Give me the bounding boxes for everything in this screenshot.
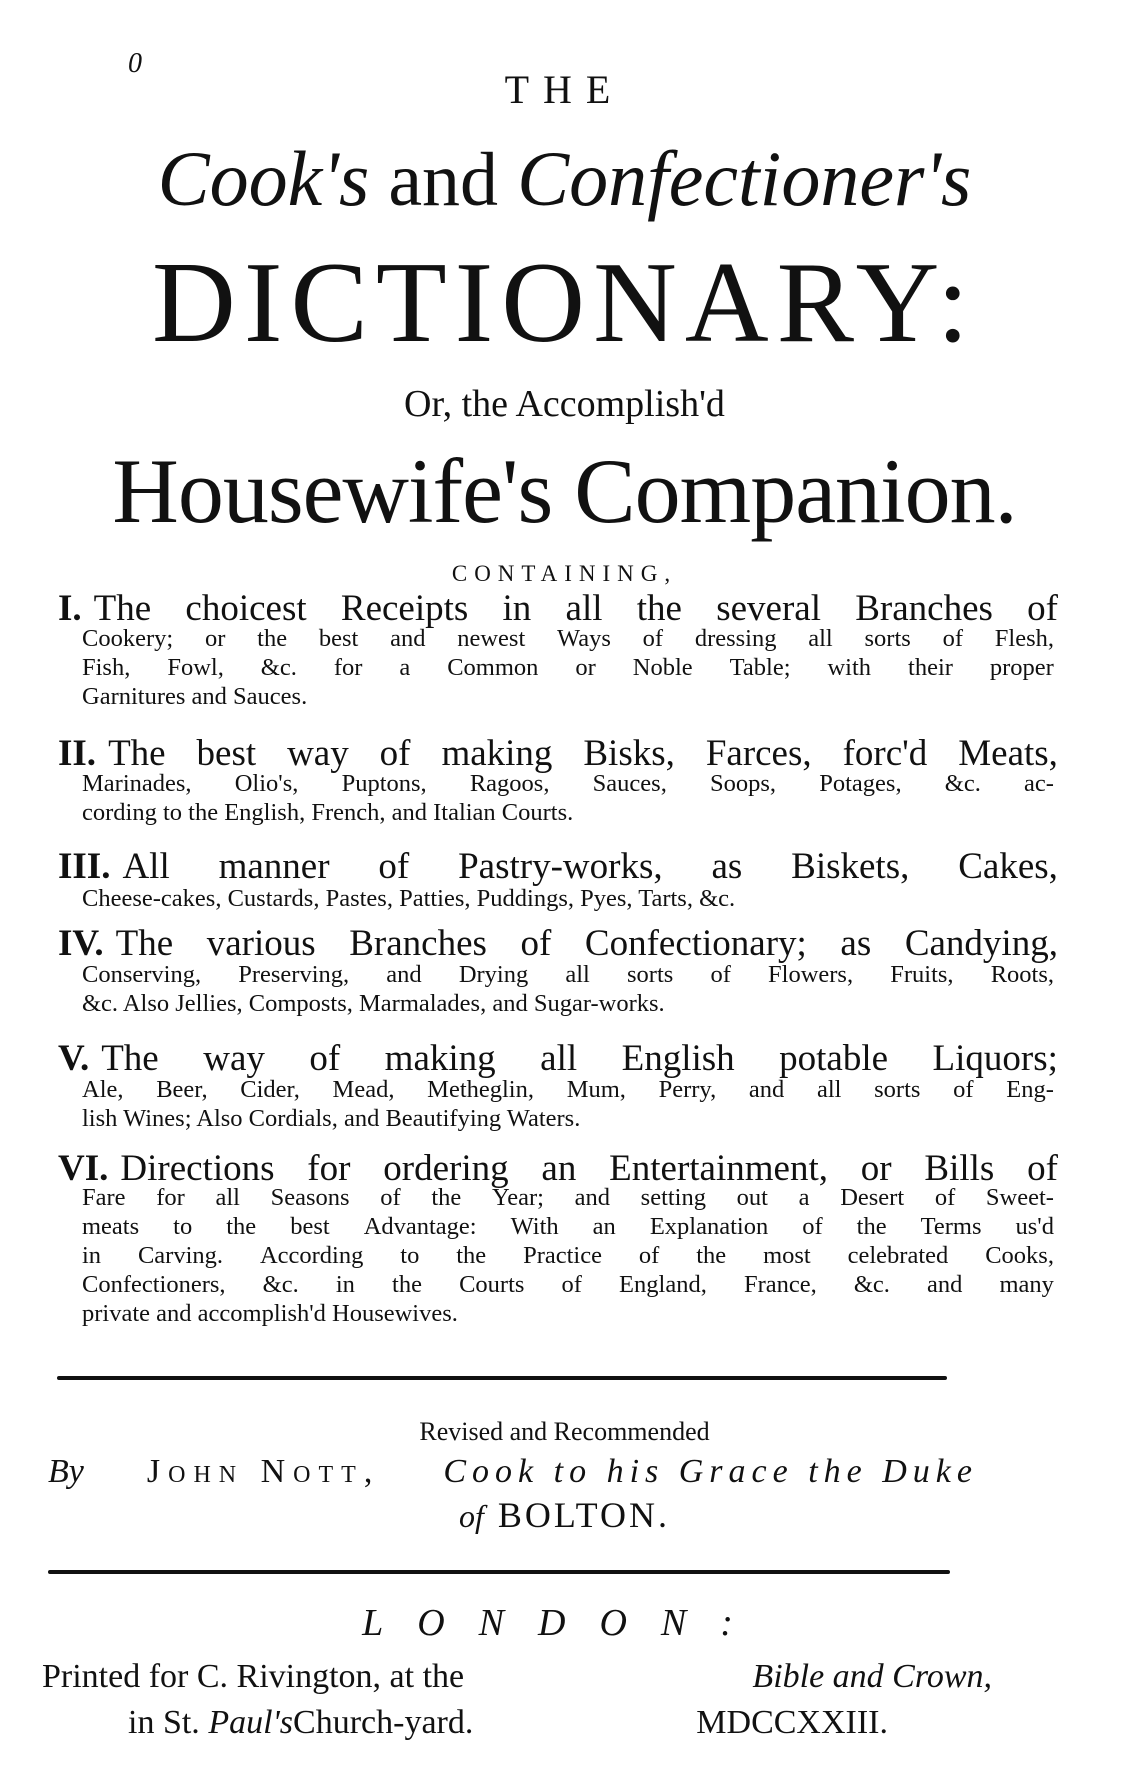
word: Mum,	[566, 1076, 626, 1103]
word: of	[561, 1271, 582, 1298]
title-companion: Housewife's Companion.	[112, 440, 1017, 542]
word: in	[335, 1271, 355, 1298]
subtitle-and: and	[388, 138, 499, 222]
section-line	[82, 1244, 1054, 1269]
word: newest	[457, 625, 526, 652]
word: of	[638, 1242, 660, 1269]
author-name: John Nott,	[146, 1453, 381, 1490]
word: Eng-	[1006, 1076, 1054, 1103]
byline-by: By	[48, 1453, 84, 1490]
word: The	[115, 923, 174, 964]
word: Ragoos,	[469, 770, 550, 797]
word: &c.	[853, 1271, 890, 1298]
word: English	[621, 1038, 735, 1079]
word: as	[840, 923, 872, 964]
word: Year;	[491, 1184, 544, 1211]
word: to	[400, 1242, 420, 1269]
word: celebrated	[847, 1242, 949, 1269]
word: &c.	[944, 770, 981, 797]
word: potable	[779, 1038, 889, 1079]
author-byline	[48, 1455, 978, 1489]
subtitle-cooks: Cook's	[157, 135, 370, 222]
word: way	[203, 1038, 265, 1079]
word: many	[999, 1271, 1054, 1298]
word: of	[520, 923, 552, 964]
section-numeral: IV.	[58, 923, 104, 964]
section-line: Garnitures and Sauces.	[82, 683, 308, 710]
section-heading-text	[116, 925, 1058, 962]
bolton: BOLTON.	[497, 1495, 670, 1535]
word: or	[204, 625, 226, 652]
word: of	[1027, 588, 1058, 629]
word: Branches	[349, 923, 487, 964]
word: way	[287, 733, 349, 774]
word: Metheglin,	[427, 1076, 534, 1103]
word: sorts	[627, 961, 674, 988]
word: as	[711, 846, 743, 887]
word: &c.	[260, 654, 297, 681]
section-numeral: VI.	[58, 1148, 109, 1189]
word: the	[257, 625, 288, 652]
section-heading-text	[94, 590, 1058, 627]
word: of	[942, 625, 963, 652]
word: a	[399, 654, 411, 681]
word: manner	[218, 846, 330, 887]
title-main: DICTIONARY:	[152, 239, 977, 367]
word: of	[378, 846, 410, 887]
word: the	[431, 1184, 462, 1211]
word: England,	[619, 1271, 707, 1298]
word: or	[860, 1148, 892, 1189]
word: the	[856, 1213, 887, 1240]
word: of	[802, 1213, 823, 1240]
word: Seasons	[270, 1184, 350, 1211]
word: best	[290, 1213, 330, 1240]
word: and	[390, 625, 426, 652]
word: sorts	[864, 625, 911, 652]
word: Perry,	[658, 1076, 717, 1103]
section-heading	[58, 1150, 1058, 1187]
section-line: private and accomplish'd Housewives.	[82, 1300, 458, 1327]
word: us'd	[1015, 1213, 1054, 1240]
section-numeral: I.	[58, 588, 82, 629]
title-the: THE	[504, 67, 625, 112]
word: all	[565, 961, 590, 988]
section-line	[82, 1273, 1054, 1298]
word: Candying,	[904, 923, 1058, 964]
word: the	[696, 1242, 727, 1269]
word: The	[108, 733, 166, 774]
word: a	[798, 1184, 810, 1211]
section-line: Cheese-cakes, Custards, Pastes, Patties, Puddings, Pyes, Tarts, &c.	[82, 885, 736, 912]
imprint-printer	[42, 1660, 992, 1694]
section-heading-text	[101, 1040, 1058, 1077]
section-heading	[58, 848, 1058, 885]
section-heading	[58, 590, 1058, 627]
word: for	[307, 1148, 351, 1189]
word: Conserving,	[82, 961, 202, 988]
address-pauls: Paul's	[208, 1704, 294, 1741]
word: of	[710, 961, 731, 988]
author-place	[0, 1497, 1129, 1533]
word: and	[748, 1076, 785, 1103]
word: setting	[640, 1184, 706, 1211]
word: dressing	[694, 625, 777, 652]
address-post: Church-yard.	[293, 1704, 474, 1741]
word: and	[574, 1184, 610, 1211]
word: the	[456, 1242, 487, 1269]
word: with	[827, 654, 872, 681]
word: Common	[447, 654, 539, 681]
section-line	[82, 627, 1054, 652]
word: Beer,	[156, 1076, 208, 1103]
title-subtitle	[0, 135, 1129, 222]
word: Branches	[855, 588, 993, 629]
word: choicest	[185, 588, 307, 629]
word: Confectionary;	[584, 923, 807, 964]
word: Desert	[840, 1184, 905, 1211]
word: the	[636, 588, 682, 629]
word: proper	[989, 654, 1054, 681]
word: Cookery;	[82, 625, 174, 652]
printed-for: Printed for C. Rivington, at the	[42, 1658, 465, 1695]
word: Liquors;	[932, 1038, 1058, 1079]
imprint-year: MDCCXXIII.	[696, 1704, 888, 1741]
word: Roots,	[990, 961, 1054, 988]
word: most	[763, 1242, 811, 1269]
address-pre: in St.	[128, 1704, 200, 1741]
word: Flesh,	[994, 625, 1054, 652]
section-line: &c. Also Jellies, Composts, Marmalades, and Sugar-works.	[82, 990, 665, 1017]
section-line	[82, 1215, 1054, 1240]
word: the	[226, 1213, 257, 1240]
word: for	[156, 1184, 185, 1211]
word: Potages,	[819, 770, 902, 797]
word: best	[318, 625, 359, 652]
section-line: cording to the English, French, and Italian Courts.	[82, 799, 574, 826]
section-numeral: V.	[58, 1038, 90, 1079]
divider-rule-bottom	[48, 1570, 950, 1574]
word: of	[953, 1076, 974, 1103]
word: Sauces,	[592, 770, 667, 797]
word: Advantage:	[363, 1213, 477, 1240]
word: Preserving,	[238, 961, 350, 988]
word: Meats,	[958, 733, 1058, 774]
word: their	[908, 654, 953, 681]
word: an	[541, 1148, 577, 1189]
word: all	[215, 1184, 240, 1211]
word: France,	[743, 1271, 817, 1298]
section-heading	[58, 925, 1058, 962]
word: all	[808, 625, 833, 652]
word: Puptons,	[341, 770, 427, 797]
word: Noble	[632, 654, 693, 681]
word: Entertainment,	[609, 1148, 828, 1189]
word: Cooks,	[985, 1242, 1054, 1269]
word: The	[93, 588, 152, 629]
signature-mark: 0	[128, 48, 142, 79]
word: all	[540, 1038, 578, 1079]
word: The	[101, 1038, 159, 1079]
word: sorts	[874, 1076, 921, 1103]
word: Bisks,	[583, 733, 675, 774]
word: Bills	[924, 1148, 995, 1189]
imprint-address	[128, 1706, 888, 1740]
divider-rule-top	[57, 1376, 947, 1380]
word: for	[333, 654, 363, 681]
word: to	[173, 1213, 193, 1240]
word: several	[716, 588, 821, 629]
word: of	[309, 1038, 341, 1079]
section-heading-text	[120, 1150, 1058, 1187]
containing-label: CONTAINING,	[451, 561, 678, 586]
author-role: Cook to his Grace the Duke	[443, 1453, 978, 1490]
word: Fruits,	[890, 961, 954, 988]
section-line	[82, 1186, 1054, 1211]
word: Directions	[120, 1148, 275, 1189]
word: the	[392, 1271, 422, 1298]
section-line	[82, 656, 1054, 681]
word: Terms	[920, 1213, 982, 1240]
word: an	[592, 1213, 616, 1240]
word: Flowers,	[768, 961, 854, 988]
word: and	[386, 961, 422, 988]
word: meats	[82, 1213, 140, 1240]
word: Receipts	[340, 588, 469, 629]
byline-of: of	[459, 1498, 484, 1534]
word: Farces,	[705, 733, 812, 774]
word: Soops,	[710, 770, 777, 797]
section-line: lish Wines; Also Cordials, and Beautifying Waters.	[82, 1105, 581, 1132]
printer-sign: Bible and Crown,	[752, 1658, 992, 1695]
word: &c.	[262, 1271, 299, 1298]
section-numeral: II.	[58, 733, 97, 774]
section-heading	[58, 735, 1058, 772]
word: Cakes,	[958, 846, 1058, 887]
word: Sweet-	[985, 1184, 1054, 1211]
word: forc'd	[842, 733, 928, 774]
word: out	[736, 1184, 768, 1211]
section-line	[82, 963, 1054, 988]
section-line	[82, 1078, 1054, 1103]
word: of	[642, 625, 664, 652]
word: and	[927, 1271, 963, 1298]
word: Cider,	[240, 1076, 300, 1103]
word: Confectioners,	[82, 1271, 226, 1298]
section-heading-text	[108, 735, 1058, 772]
section-line	[82, 772, 1054, 797]
word: Fowl,	[167, 654, 224, 681]
word: All	[122, 846, 170, 887]
word: Explanation	[649, 1213, 769, 1240]
word: Pastry-works,	[458, 846, 663, 887]
word: all	[565, 588, 603, 629]
word: According	[259, 1242, 364, 1269]
section-numeral: III.	[58, 846, 111, 887]
word: of	[379, 733, 411, 774]
revised-line: Revised and Recommended	[419, 1417, 710, 1446]
word: best	[196, 733, 257, 774]
word: of	[380, 1184, 401, 1211]
word: With	[510, 1213, 559, 1240]
address	[128, 1706, 473, 1740]
word: Mead,	[332, 1076, 395, 1103]
word: in	[502, 588, 532, 629]
word: Fare	[82, 1184, 126, 1211]
word: making	[384, 1038, 496, 1079]
section-heading-text	[122, 848, 1058, 885]
word: Practice	[523, 1242, 602, 1269]
section-heading	[58, 1040, 1058, 1077]
word: all	[816, 1076, 842, 1103]
word: or	[575, 654, 596, 681]
subtitle-confectioners: Confectioner's	[517, 135, 972, 222]
word: various	[206, 923, 316, 964]
word: Biskets,	[791, 846, 910, 887]
word: of	[1027, 1148, 1058, 1189]
word: Courts	[459, 1271, 525, 1298]
word: Olio's,	[234, 770, 299, 797]
imprint-city: LONDON:	[362, 1602, 767, 1644]
word: ac-	[1024, 770, 1054, 797]
word: in	[82, 1242, 102, 1269]
word: of	[934, 1184, 956, 1211]
word: Drying	[458, 961, 529, 988]
word: Table;	[729, 654, 791, 681]
word: Ale,	[82, 1076, 124, 1103]
word: Fish,	[82, 654, 131, 681]
title-alt: Or, the Accomplish'd	[404, 383, 725, 425]
word: Ways	[557, 625, 611, 652]
word: ordering	[383, 1148, 509, 1189]
word: making	[441, 733, 553, 774]
word: Marinades,	[82, 770, 192, 797]
word: Carving.	[137, 1242, 224, 1269]
